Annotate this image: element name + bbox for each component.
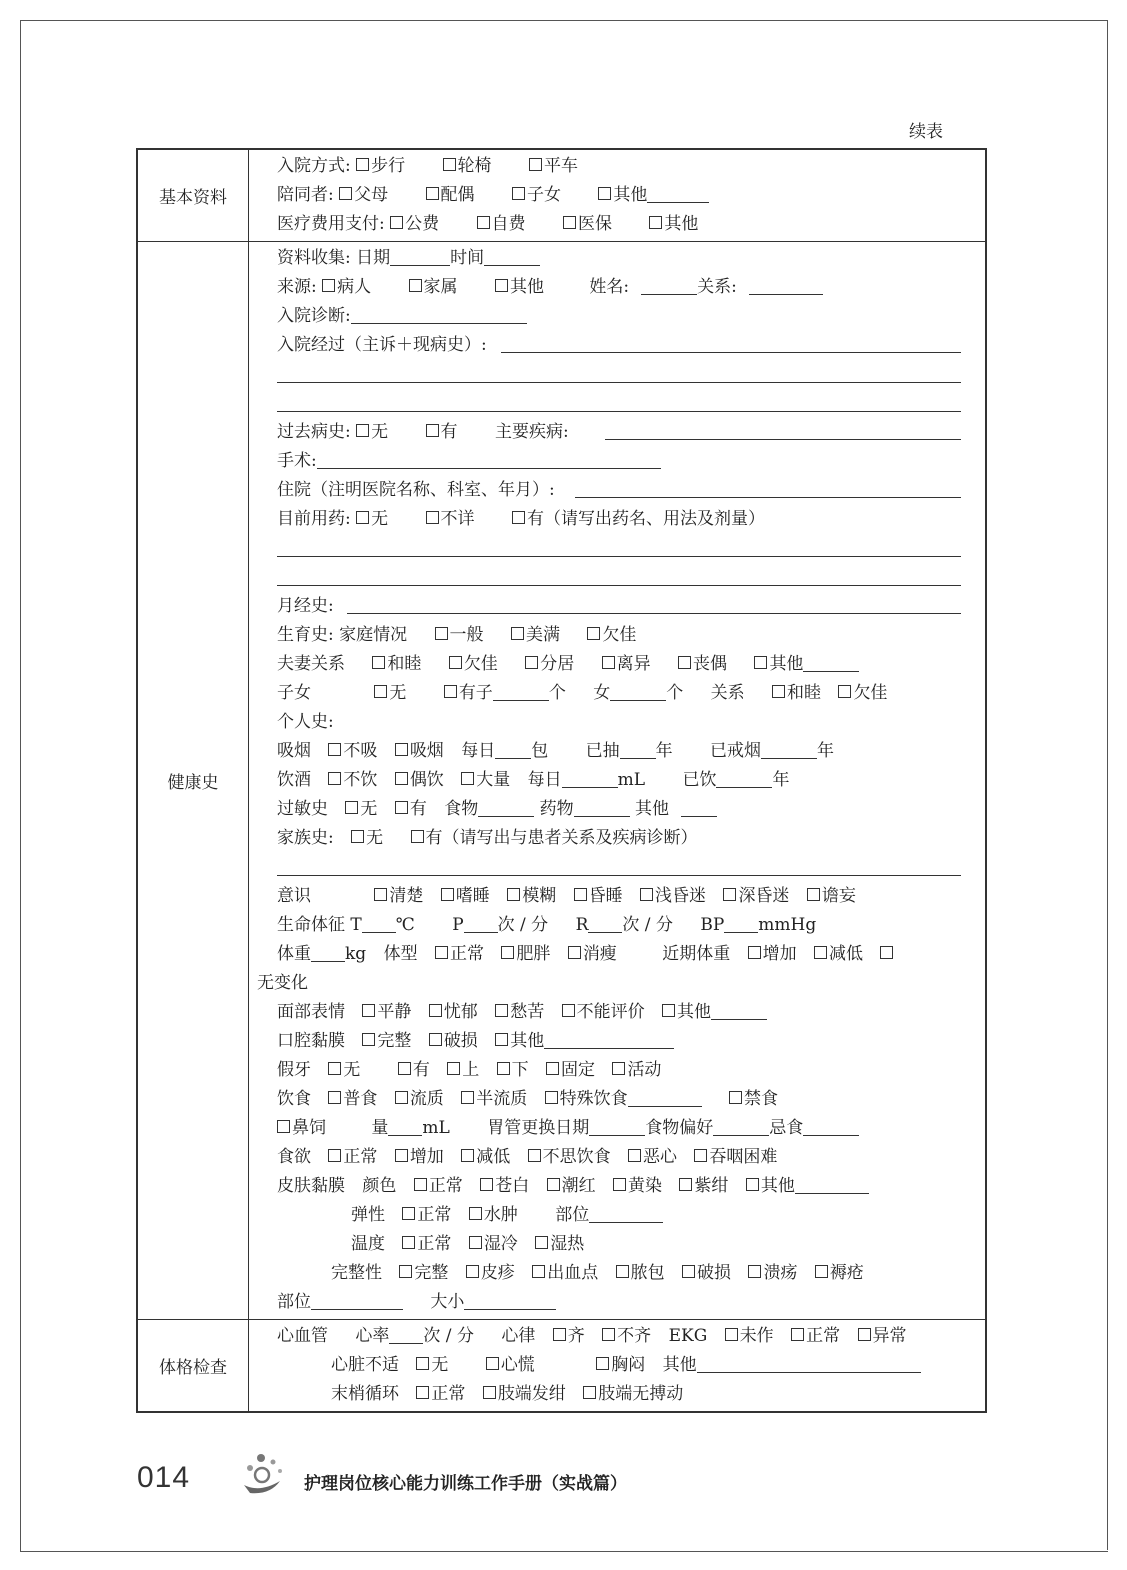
meds-blank-1 bbox=[249, 534, 973, 563]
course-blank-2 bbox=[249, 389, 973, 418]
hospitalization-line: 住院（注明医院名称、科室、年月）: bbox=[249, 476, 973, 505]
checkbox-past-none[interactable] bbox=[356, 424, 369, 437]
checkbox-fasting[interactable] bbox=[729, 1091, 742, 1104]
skin-integrity-line: 完整性 完整 皮疹 出血点 脓包 破损 溃疡 褥疮 bbox=[331, 1263, 864, 1283]
companion-line: 陪同者: 父母 配偶 子女 其他 bbox=[249, 181, 973, 210]
checkbox-skin-damaged[interactable] bbox=[682, 1265, 695, 1278]
fertility-line: 生育史: 家庭情况 一般 美满 欠佳 bbox=[277, 625, 637, 645]
smoking-line: 吸烟 不吸 吸烟 每日 包 已抽 年 已戒烟 年 bbox=[277, 741, 835, 761]
checkbox-clear[interactable] bbox=[374, 888, 387, 901]
checkbox-cyanosis[interactable] bbox=[679, 1178, 692, 1191]
discomfort-other-field[interactable] bbox=[697, 1354, 921, 1373]
checkbox-nausea[interactable] bbox=[628, 1149, 641, 1162]
checkbox-mucosa-damaged[interactable] bbox=[429, 1033, 442, 1046]
assessment-form-table bbox=[136, 148, 987, 1413]
checkbox-pustule[interactable] bbox=[616, 1265, 629, 1278]
checkbox-confused[interactable] bbox=[507, 888, 520, 901]
source-relation-field[interactable] bbox=[749, 276, 823, 295]
quit-years-field[interactable] bbox=[761, 740, 817, 759]
lesion-size-field[interactable] bbox=[464, 1291, 556, 1310]
checkbox-acrocyanosis[interactable] bbox=[483, 1386, 496, 1399]
checkbox-non-drinker[interactable] bbox=[328, 772, 341, 785]
checkbox-allergy-none[interactable] bbox=[345, 801, 358, 814]
checkbox-mucosa-other[interactable] bbox=[495, 1033, 508, 1046]
checkbox-stretcher[interactable] bbox=[529, 158, 542, 171]
checkbox-color-normal[interactable] bbox=[414, 1178, 427, 1191]
checkbox-skin-intact[interactable] bbox=[399, 1265, 412, 1278]
family-history-line: 家族史: 无 有（请写出与患者关系及疾病诊断） bbox=[277, 828, 698, 848]
history-section bbox=[137, 242, 986, 1320]
checkbox-family-none[interactable] bbox=[351, 830, 364, 843]
past-history-line: 过去病史: 无 有 主要疾病: bbox=[249, 418, 973, 447]
drinking-years-field[interactable] bbox=[716, 769, 772, 788]
checkbox-companion-other[interactable] bbox=[598, 187, 611, 200]
surgery-field[interactable] bbox=[317, 450, 661, 469]
checkbox-family-average[interactable] bbox=[435, 627, 448, 640]
checkbox-thin[interactable] bbox=[568, 946, 581, 959]
peripheral-circulation-line: 末梢循环 正常 肢端发绀 肢端无搏动 bbox=[331, 1384, 684, 1404]
checkbox-petechiae[interactable] bbox=[532, 1265, 545, 1278]
checkbox-nasal-feeding[interactable] bbox=[277, 1120, 290, 1133]
checkbox-separated[interactable] bbox=[525, 656, 538, 669]
checkbox-appetite-decrease[interactable] bbox=[461, 1149, 474, 1162]
checkbox-past-yes[interactable] bbox=[426, 424, 439, 437]
diagnosis-field[interactable] bbox=[351, 305, 527, 324]
checkbox-palpitation[interactable] bbox=[486, 1357, 499, 1370]
checkbox-rash[interactable] bbox=[466, 1265, 479, 1278]
checkbox-marriage-other[interactable] bbox=[754, 656, 767, 669]
checkbox-moist-hot[interactable] bbox=[535, 1236, 548, 1249]
page-number: 014 bbox=[137, 1461, 191, 1494]
diagnosis-line: 入院诊断: bbox=[249, 302, 973, 331]
vital-signs-line: 生命体征 T ℃ P 次 / 分 R 次 / 分 BP mmHg bbox=[277, 915, 817, 935]
mucosa-other-field[interactable] bbox=[544, 1030, 674, 1049]
checkbox-insurance[interactable] bbox=[563, 216, 576, 229]
course-field-3[interactable] bbox=[277, 411, 961, 412]
marriage-other-field[interactable] bbox=[803, 653, 859, 672]
checkbox-wheelchair[interactable] bbox=[443, 158, 456, 171]
checkbox-weight-decrease[interactable] bbox=[814, 946, 827, 959]
checkbox-calm[interactable] bbox=[362, 1004, 375, 1017]
checkbox-allergy-yes[interactable] bbox=[395, 801, 408, 814]
blood-pressure-field[interactable] bbox=[724, 914, 758, 933]
checkbox-meds-unknown[interactable] bbox=[426, 511, 439, 524]
cardiovascular-line: 心血管 心率 次 / 分 心律 齐 不齐 EKG 未作 正常 异常 bbox=[277, 1326, 907, 1346]
checkbox-weight-increase[interactable] bbox=[748, 946, 761, 959]
meds-blank-2 bbox=[249, 563, 973, 592]
checkbox-build-normal[interactable] bbox=[435, 946, 448, 959]
tube-change-date-field[interactable] bbox=[589, 1117, 645, 1136]
meds-field-1[interactable] bbox=[277, 556, 961, 557]
exam-section bbox=[137, 1320, 986, 1413]
son-count-field[interactable] bbox=[493, 682, 549, 701]
personal-history-line: 个人史: bbox=[277, 712, 334, 732]
checkbox-no-pulse[interactable] bbox=[583, 1386, 596, 1399]
checkbox-children-none[interactable] bbox=[374, 685, 387, 698]
source-name-field[interactable] bbox=[641, 276, 697, 295]
checkbox-ekg-not-done[interactable] bbox=[725, 1328, 738, 1341]
checkbox-discomfort-none[interactable] bbox=[416, 1357, 429, 1370]
food-allergy-field[interactable] bbox=[478, 798, 534, 817]
checkbox-payment-other[interactable] bbox=[649, 216, 662, 229]
food-preference-field[interactable] bbox=[713, 1117, 769, 1136]
daughter-count-field[interactable] bbox=[610, 682, 666, 701]
hospitalization-field[interactable] bbox=[575, 497, 961, 498]
weight-wrap-line: 无变化 bbox=[257, 973, 308, 993]
checkbox-stupor[interactable] bbox=[574, 888, 587, 901]
edema-site-field[interactable] bbox=[589, 1204, 663, 1223]
oral-mucosa-line: 口腔黏膜 完整 破损 其他 bbox=[249, 1027, 973, 1056]
collect-time-field[interactable] bbox=[484, 247, 540, 266]
denture-line: 假牙 无 有 上 下 固定 活动 bbox=[277, 1060, 662, 1080]
checkbox-children[interactable] bbox=[512, 187, 525, 200]
payment-line: 医疗费用支付: 公费 自费 医保 其他 bbox=[277, 214, 699, 234]
checkbox-walk[interactable] bbox=[356, 158, 369, 171]
checkbox-drowsy[interactable] bbox=[441, 888, 454, 901]
checkbox-ekg-abnormal[interactable] bbox=[858, 1328, 871, 1341]
facial-expression-line: 面部表情 平静 忧郁 愁苦 不能评价 其他 bbox=[249, 998, 973, 1027]
pulse-field[interactable] bbox=[464, 914, 498, 933]
checkbox-clammy[interactable] bbox=[469, 1236, 482, 1249]
checkbox-liquid-diet[interactable] bbox=[395, 1091, 408, 1104]
checkbox-denture-fixed[interactable] bbox=[546, 1062, 559, 1075]
consciousness-line: 意识 清楚 嗜睡 模糊 昏睡 浅昏迷 深昏迷 谵妄 bbox=[277, 886, 856, 906]
face-other-field[interactable] bbox=[711, 1001, 767, 1020]
checkbox-rhythm-regular[interactable] bbox=[553, 1328, 566, 1341]
children-line: 子女 无 有子 个 女 个 关系 和睦 欠佳 bbox=[277, 683, 888, 703]
skin-color-line: 皮肤黏膜 颜色 正常 苍白 潮红 黄染 紫绀 其他 bbox=[249, 1172, 973, 1201]
checkbox-flushed[interactable] bbox=[547, 1178, 560, 1191]
exam-section-title: 体格检查 bbox=[137, 1320, 249, 1413]
checkbox-public[interactable] bbox=[390, 216, 403, 229]
packs-per-day-field[interactable] bbox=[495, 740, 531, 759]
checkbox-special-diet[interactable] bbox=[545, 1091, 558, 1104]
checkbox-denture-removable[interactable] bbox=[612, 1062, 625, 1075]
checkbox-divorced[interactable] bbox=[602, 656, 615, 669]
drinking-line: 饮酒 不饮 偶饮 大量 每日 mL 已饮 年 bbox=[277, 770, 790, 790]
course-field-2[interactable] bbox=[277, 382, 961, 383]
feeding-amount-field[interactable] bbox=[388, 1117, 422, 1136]
course-line: 入院经过（主诉＋现病史）: bbox=[249, 331, 973, 360]
checkbox-light-coma[interactable] bbox=[640, 888, 653, 901]
checkbox-ekg-normal[interactable] bbox=[791, 1328, 804, 1341]
checkbox-family-poor[interactable] bbox=[587, 627, 600, 640]
history-section-title: 健康史 bbox=[137, 242, 249, 1320]
checkbox-non-smoker[interactable] bbox=[328, 743, 341, 756]
diet-line: 饮食 普食 流质 半流质 特殊饮食 禁食 bbox=[277, 1089, 779, 1109]
checkbox-occasional-drinker[interactable] bbox=[395, 772, 408, 785]
lesion-site-field[interactable] bbox=[311, 1291, 403, 1310]
checkbox-no-appetite[interactable] bbox=[528, 1149, 541, 1162]
checkbox-children-poor[interactable] bbox=[838, 685, 851, 698]
checkbox-obese[interactable] bbox=[501, 946, 514, 959]
checkbox-source-patient[interactable] bbox=[322, 279, 335, 292]
checkbox-widowed[interactable] bbox=[678, 656, 691, 669]
basic-section-title: 基本资料 bbox=[137, 149, 249, 242]
skin-site-size-line: 部位 大小 bbox=[249, 1288, 973, 1317]
collect-line: 资料收集: 日期 时间 bbox=[249, 244, 973, 273]
ml-per-day-field[interactable] bbox=[562, 769, 618, 788]
checkbox-chest-tightness[interactable] bbox=[596, 1357, 609, 1370]
checkbox-regular-diet[interactable] bbox=[328, 1091, 341, 1104]
checkbox-elastic-normal[interactable] bbox=[402, 1207, 415, 1220]
checkbox-periph-normal[interactable] bbox=[416, 1386, 429, 1399]
checkbox-smoker[interactable] bbox=[395, 743, 408, 756]
checkbox-children-harmonious[interactable] bbox=[772, 685, 785, 698]
checkbox-source-family[interactable] bbox=[409, 279, 422, 292]
special-diet-field[interactable] bbox=[628, 1088, 702, 1107]
marriage-line: 夫妻关系 和睦 欠佳 分居 离异 丧偶 其他 bbox=[249, 650, 973, 679]
weight-field[interactable] bbox=[311, 943, 345, 962]
checkbox-appetite-increase[interactable] bbox=[395, 1149, 408, 1162]
skin-temperature-line: 温度 正常 湿冷 湿热 bbox=[351, 1234, 585, 1254]
source-line: 来源: 病人 家属 其他 姓名: 关系: bbox=[249, 273, 973, 302]
checkbox-denture-upper[interactable] bbox=[447, 1062, 460, 1075]
heart-rate-field[interactable] bbox=[389, 1325, 423, 1344]
checkbox-dysphagia[interactable] bbox=[694, 1149, 707, 1162]
checkbox-color-other[interactable] bbox=[746, 1178, 759, 1191]
book-title: 护理岗位核心能力训练工作手册（实战篇） bbox=[304, 1474, 627, 1494]
checkbox-denture-yes[interactable] bbox=[398, 1062, 411, 1075]
allergy-line: 过敏史 无 有 食物 药物 其他 bbox=[249, 795, 973, 824]
checkbox-edema[interactable] bbox=[469, 1207, 482, 1220]
page-edge-rule bbox=[1107, 20, 1108, 1550]
menses-line: 月经史: bbox=[249, 592, 973, 621]
checkbox-unable-assess[interactable] bbox=[562, 1004, 575, 1017]
cardiac-discomfort-line: 心脏不适 无 心慌 胸闷 其他 bbox=[249, 1351, 973, 1380]
checkbox-family-yes[interactable] bbox=[411, 830, 424, 843]
food-avoid-field[interactable] bbox=[803, 1117, 859, 1136]
family-history-field[interactable] bbox=[277, 875, 961, 876]
checkbox-marriage-poor[interactable] bbox=[449, 656, 462, 669]
checkbox-source-other[interactable] bbox=[495, 279, 508, 292]
checkbox-ulcer[interactable] bbox=[748, 1265, 761, 1278]
meds-field-2[interactable] bbox=[277, 585, 961, 586]
checkbox-has-son[interactable] bbox=[444, 685, 457, 698]
medication-line: 目前用药: 无 不详 有（请写出药名、用法及剂量） bbox=[277, 509, 765, 529]
continued-label: 续表 bbox=[909, 122, 943, 142]
checkbox-jaundice[interactable] bbox=[613, 1178, 626, 1191]
book-logo-icon bbox=[240, 1451, 288, 1497]
checkbox-delirium[interactable] bbox=[807, 888, 820, 901]
checkbox-appetite-normal[interactable] bbox=[328, 1149, 341, 1162]
collect-date-field[interactable] bbox=[390, 247, 450, 266]
checkbox-self-pay[interactable] bbox=[477, 216, 490, 229]
checkbox-temp-normal[interactable] bbox=[402, 1236, 415, 1249]
basic-section bbox=[137, 149, 986, 242]
skin-elasticity-line: 弹性 正常 水肿 部位 bbox=[249, 1201, 973, 1230]
checkbox-heavy-drinker[interactable] bbox=[461, 772, 474, 785]
companion-other-field[interactable] bbox=[647, 184, 709, 203]
drug-allergy-field[interactable] bbox=[574, 798, 630, 817]
checkbox-marriage-harmonious[interactable] bbox=[372, 656, 385, 669]
checkbox-parents[interactable] bbox=[339, 187, 352, 200]
respiration-field[interactable] bbox=[588, 914, 622, 933]
menses-field[interactable] bbox=[347, 613, 961, 614]
tube-feeding-line: 鼻饲 量 mL 胃管更换日期 食物偏好 忌食 bbox=[249, 1114, 973, 1143]
checkbox-semi-liquid[interactable] bbox=[461, 1091, 474, 1104]
course-field[interactable] bbox=[501, 352, 961, 353]
weight-line: 体重 kg 体型 正常 肥胖 消瘦 近期体重 增加 减低 bbox=[249, 940, 973, 969]
checkbox-weight-unchanged[interactable] bbox=[880, 946, 893, 959]
appetite-line: 食欲 正常 增加 减低 不思饮食 恶心 吞咽困难 bbox=[277, 1147, 778, 1167]
checkbox-spouse[interactable] bbox=[426, 187, 439, 200]
temperature-field[interactable] bbox=[362, 914, 396, 933]
checkbox-pale[interactable] bbox=[480, 1178, 493, 1191]
family-blank bbox=[249, 853, 973, 882]
checkbox-distressed[interactable] bbox=[495, 1004, 508, 1017]
smoked-years-field[interactable] bbox=[620, 740, 656, 759]
checkbox-depressed[interactable] bbox=[429, 1004, 442, 1017]
main-disease-field[interactable] bbox=[605, 439, 961, 440]
checkbox-meds-none[interactable] bbox=[356, 511, 369, 524]
checkbox-mucosa-intact[interactable] bbox=[362, 1033, 375, 1046]
checkbox-meds-yes[interactable] bbox=[512, 511, 525, 524]
checkbox-denture-none[interactable] bbox=[328, 1062, 341, 1075]
other-allergy-field[interactable] bbox=[681, 798, 717, 817]
checkbox-bedsore[interactable] bbox=[815, 1265, 828, 1278]
checkbox-family-happy[interactable] bbox=[511, 627, 524, 640]
admission-mode-line: 入院方式: 步行 轮椅 平车 bbox=[277, 156, 578, 176]
surgery-line: 手术: bbox=[249, 447, 973, 476]
checkbox-deep-coma[interactable] bbox=[723, 888, 736, 901]
color-other-field[interactable] bbox=[795, 1175, 869, 1194]
course-blank-1 bbox=[249, 360, 973, 389]
checkbox-face-other[interactable] bbox=[662, 1004, 675, 1017]
checkbox-denture-lower[interactable] bbox=[497, 1062, 510, 1075]
checkbox-rhythm-irregular[interactable] bbox=[602, 1328, 615, 1341]
